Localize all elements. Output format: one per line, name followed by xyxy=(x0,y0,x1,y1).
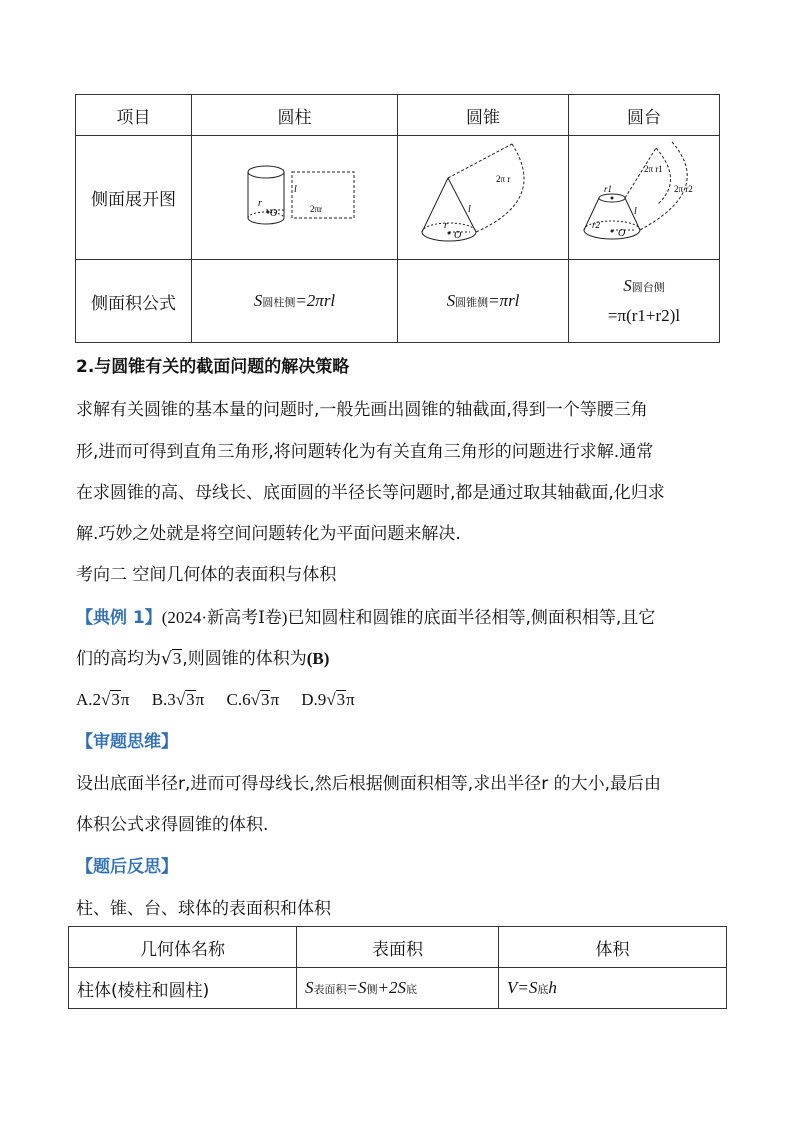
header-item: 项目 xyxy=(76,95,192,136)
option-d-label: D.9 xyxy=(301,690,327,709)
cone-r-label: r xyxy=(444,220,448,231)
frustum-formula xyxy=(569,260,720,343)
geometry-lateral-table xyxy=(75,94,720,343)
cone-arc-label: 2π r xyxy=(496,174,511,184)
cylinder-figure-cell xyxy=(192,136,398,260)
shenti-line-2: 体积公式求得圆锥的体积. xyxy=(76,815,269,835)
option-c-rad: 3 xyxy=(260,690,270,709)
cone-formula xyxy=(398,260,569,343)
t2-area-sub2: 侧 xyxy=(366,984,378,996)
cone-l-label: l xyxy=(468,204,471,215)
t2-row1-volume xyxy=(499,968,727,1009)
option-a-rad: 3 xyxy=(111,690,120,709)
t2-row1-area xyxy=(297,968,499,1009)
option-b-rad: 3 xyxy=(186,690,195,709)
t2-row1-name: 柱体(棱柱和圆柱) xyxy=(69,968,297,1009)
example-text-2b: ,则圆锥的体积为 xyxy=(182,649,307,669)
frustum-formula-s: S xyxy=(623,276,632,295)
t2-vol-tail: h xyxy=(548,978,557,997)
option-c-label: C.6 xyxy=(226,690,251,709)
para1-line-2: 形,进而可得到直角三角形,将问题转化为有关直角三角形的问题进行求解.通常 xyxy=(76,442,654,462)
example-line-1 xyxy=(76,606,655,630)
cylinder-formula-rhs: =2πrl xyxy=(295,291,336,310)
cylinder-unfold-figure xyxy=(230,160,360,230)
option-d-tail: π xyxy=(346,690,355,709)
option-b-tail: π xyxy=(195,690,205,709)
t2-header-area: 表面积 xyxy=(297,927,499,968)
frustum-formula-sub: 圆台侧 xyxy=(631,282,665,294)
summary-title: 柱、锥、台、球体的表面积和体积 xyxy=(76,899,331,919)
option-a[interactable]: A.2√3π xyxy=(76,690,130,709)
frustum-r2-label: r2 xyxy=(592,220,601,230)
cone-formula-s: S xyxy=(446,291,456,310)
frustum-figure-cell xyxy=(569,136,720,260)
frustum-r1-label: r1 xyxy=(604,184,613,194)
para1-line-3: 在求圆锥的高、母线长、底面圆的半径长等问题时,都是通过取其轴截面,化归求 xyxy=(76,483,665,503)
row-label-area: 侧面积公式 xyxy=(76,260,192,343)
frustum-arc2-label: 2π r2 xyxy=(674,184,693,194)
option-c[interactable]: C.6√3π xyxy=(226,690,280,709)
t2-vol-sub: 底 xyxy=(537,984,549,996)
example-sqrt: 3 xyxy=(172,649,182,668)
t2-area-tail: +2S xyxy=(377,978,406,997)
option-b[interactable]: B.3√3π xyxy=(151,690,205,709)
cylinder-formula-s: S xyxy=(253,291,263,310)
t2-area-sub1: 表面积 xyxy=(313,984,347,996)
cone-figure-cell xyxy=(398,136,569,260)
cylinder-r-label: r xyxy=(257,198,262,209)
frustum-o-label: O xyxy=(618,228,626,239)
t2-area-mid: =S xyxy=(346,978,367,997)
option-a-label: A.2 xyxy=(76,690,102,709)
volume-surface-table xyxy=(68,926,727,1009)
option-b-label: B.3 xyxy=(151,690,176,709)
t2-area-s: S xyxy=(305,978,314,997)
kaoxiang-heading: 考向二 空间几何体的表面积与体积 xyxy=(76,565,337,585)
cylinder-o-label: O xyxy=(269,208,277,219)
shenti-tag: 【审题思维】 xyxy=(76,732,178,752)
t2-vol-v: V=S xyxy=(507,978,538,997)
cone-o-label: O xyxy=(454,230,462,241)
section2-title: 2.与圆锥有关的截面问题的解决策略 xyxy=(76,357,350,377)
example-answer: (B) xyxy=(306,649,330,668)
t2-header-volume: 体积 xyxy=(499,927,727,968)
example-tag: 【典例 1】 xyxy=(76,608,162,628)
cone-formula-sub: 圆锥侧 xyxy=(455,297,489,309)
header-cone: 圆锥 xyxy=(398,95,569,136)
example-text-2a: 们的高均为 xyxy=(76,649,161,669)
frustum-formula-rhs: =π(r1+r2)l xyxy=(607,306,681,325)
fansi-tag: 【题后反思】 xyxy=(76,857,178,877)
t2-header-name: 几何体名称 xyxy=(69,927,297,968)
para1-line-1: 求解有关圆锥的基本量的问题时,一般先画出圆锥的轴截面,得到一个等腰三角 xyxy=(76,400,648,420)
example-text-1: 已知圆柱和圆锥的底面半径相等,侧面积相等,且它 xyxy=(287,608,656,628)
row-label-unfold: 侧面展开图 xyxy=(76,136,192,260)
cylinder-formula xyxy=(192,260,398,343)
para1-line-4: 解.巧妙之处就是将空间问题转化为平面问题来解决. xyxy=(76,524,461,544)
example-line-2: 们的高均为√3,则圆锥的体积为(B) xyxy=(76,649,330,669)
cone-unfold-figure xyxy=(408,140,558,250)
cylinder-formula-sub: 圆柱侧 xyxy=(262,297,296,309)
option-d[interactable]: D.9√3π xyxy=(301,690,355,709)
frustum-l-label: l xyxy=(634,206,637,217)
example-source: (2024·新高考Ⅰ卷) xyxy=(161,608,288,627)
cylinder-arc-label: 2πr xyxy=(309,204,322,214)
options-row xyxy=(76,688,373,712)
t2-area-sub3: 底 xyxy=(405,984,417,996)
frustum-arc1-label: 2π r1 xyxy=(644,164,663,174)
cone-formula-rhs: =πrl xyxy=(488,291,520,310)
option-a-tail: π xyxy=(120,690,130,709)
cylinder-l-label: l xyxy=(293,184,297,195)
header-frustum: 圆台 xyxy=(569,95,720,136)
header-cylinder: 圆柱 xyxy=(192,95,398,136)
shenti-line-1: 设出底面半径r,进而可得母线长,然后根据侧面积相等,求出半径r 的大小,最后由 xyxy=(76,774,661,794)
option-d-rad: 3 xyxy=(336,690,346,709)
frustum-unfold-figure xyxy=(574,140,714,250)
option-c-tail: π xyxy=(270,690,280,709)
